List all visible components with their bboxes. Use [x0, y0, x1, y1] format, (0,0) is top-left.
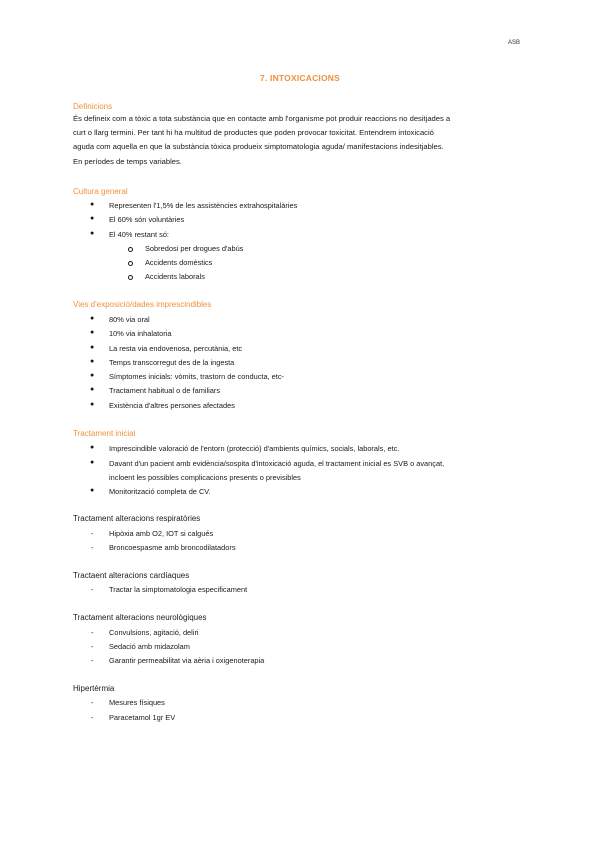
- bullet-icon: ●: [90, 459, 95, 466]
- section-heading-respiratories: Tractament alteracions respiratòries: [73, 514, 201, 523]
- dash-icon: -: [91, 628, 94, 637]
- list-item: Representen l'1,5% de les assistències extrahospitalàries: [109, 201, 298, 210]
- list-item: 80% via oral: [109, 315, 150, 324]
- list-item: Hipòxia amb O2, IOT si calgués: [109, 529, 214, 538]
- bullet-icon: ●: [90, 358, 95, 365]
- section-heading-tractament-inicial: Tractament inicial: [73, 429, 136, 438]
- dash-icon: -: [91, 529, 94, 538]
- list-item: El 40% restant só:: [109, 230, 169, 239]
- list-item: Tractar la simptomatologia especificament: [109, 585, 248, 594]
- list-item: Convulsions, agitació, deliri: [109, 628, 199, 637]
- bullet-icon: ●: [90, 372, 95, 379]
- list-item: Davant d'un pacient amb evidència/sospita d'intoxicació aguda, el tractament inicial es SVB o avançat,: [109, 459, 445, 468]
- definitions-line: aguda com aquella en que la substància tòxica produeix simptomatologia aguda/ manifestacions indesitjables.: [73, 142, 444, 152]
- bullet-icon: ●: [90, 487, 95, 494]
- bullet-icon: ●: [90, 315, 95, 322]
- list-item: Monitorització completa de CV.: [109, 487, 211, 496]
- definitions-line: curt o llarg termini. Per tant hi ha multitud de productes que poden provocar toxicitat. Entendrem intoxicació: [73, 128, 434, 138]
- list-item: La resta via endovenosa, percutània, etc: [109, 344, 243, 353]
- page-title: 7. INTOXICACIONS: [259, 73, 341, 83]
- dash-icon: -: [91, 585, 94, 594]
- sub-list-item: Accidents domèstics: [145, 258, 213, 267]
- bullet-icon: ●: [90, 401, 95, 408]
- section-heading-cardiaques: Tractaent alteracions cardíaques: [73, 571, 190, 580]
- page-header-author: ASB: [507, 40, 520, 46]
- dash-icon: -: [91, 698, 94, 707]
- bullet-icon: ●: [90, 386, 95, 393]
- list-item: Tractament habitual o de familiars: [109, 386, 221, 395]
- list-item: Existència d'altres persones afectades: [109, 401, 235, 410]
- list-item: Garantir permeabilitat via aèria i oxigenoterapia: [109, 656, 265, 665]
- bullet-icon: ●: [90, 230, 95, 237]
- section-heading-vies-exposicio: Vies d'exposició/dades imprescindibles: [73, 300, 212, 309]
- section-heading-hipertermia: Hipertèrmia: [73, 684, 115, 693]
- list-item-continuation: incloent les possibles complicacions presents o previsibles: [109, 473, 301, 482]
- definitions-paragraph: [73, 112, 533, 169]
- bullet-icon: ●: [90, 329, 95, 336]
- list-item: Mesures físiques: [109, 698, 165, 707]
- dash-icon: -: [91, 543, 94, 552]
- list-item: Imprescindible valoració de l'entorn (protecció) d'ambients químics, socials, laborals, etc.: [109, 444, 400, 453]
- dash-icon: -: [91, 642, 94, 651]
- circle-bullet-icon: [128, 261, 133, 266]
- circle-bullet-icon: [128, 275, 133, 280]
- sub-list-item: Sobredosi per drogues d'abús: [145, 244, 244, 253]
- list-item: 10% via inhalatoria: [109, 329, 172, 338]
- bullet-icon: ●: [90, 444, 95, 451]
- dash-icon: -: [91, 656, 94, 665]
- list-item: Temps transcorregut des de la ingesta: [109, 358, 235, 367]
- list-item: El 60% són voluntàries: [109, 215, 185, 224]
- section-heading-definicions: Definicions: [73, 102, 113, 111]
- section-heading-cultura-general: Cultura general: [73, 187, 128, 196]
- bullet-icon: ●: [90, 215, 95, 222]
- bullet-icon: ●: [90, 201, 95, 208]
- circle-bullet-icon: [128, 247, 133, 252]
- list-item: Paracetamol 1gr EV: [109, 713, 176, 722]
- bullet-icon: ●: [90, 344, 95, 351]
- sub-list-item: Accidents laborals: [145, 272, 205, 281]
- list-item: Símptomes inicials: vòmits, trastorn de conducta, etc-: [109, 372, 284, 381]
- definitions-line: És defineix com a tòxic a tota substància que en contacte amb l'organisme pot produir reaccions no desitjades a: [73, 114, 451, 123]
- list-item: Broncoespasme amb broncodilatadors: [109, 543, 236, 552]
- list-item: Sedació amb midazolam: [109, 642, 190, 651]
- definitions-line: En períodes de temps variables.: [73, 156, 182, 166]
- dash-icon: -: [91, 713, 94, 722]
- section-heading-neurologiques: Tractament alteracions neurològiques: [73, 613, 207, 622]
